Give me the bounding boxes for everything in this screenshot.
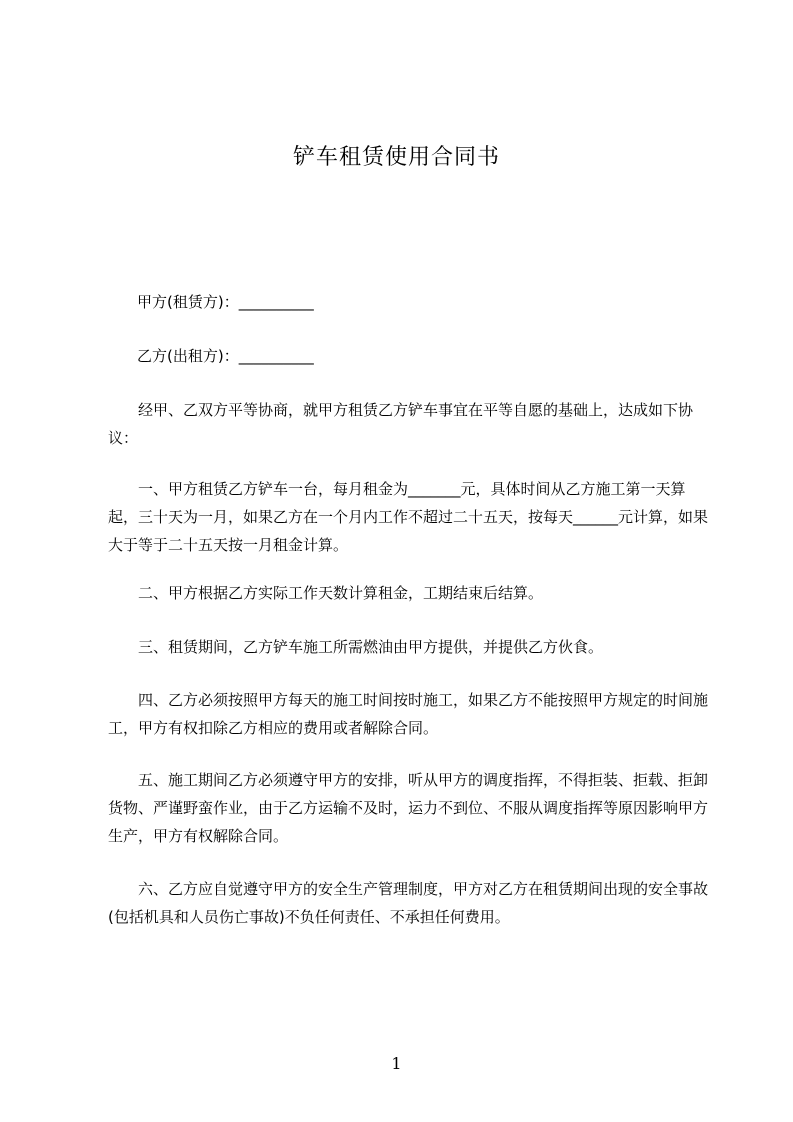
party-b-line: 乙方(出租方)：__________ (137, 347, 314, 365)
page-title: 铲车租赁使用合同书 (292, 145, 500, 170)
clause-3: 三、租赁期间，乙方铲车施工所需燃油由甲方提供，并提供乙方伙食。 (138, 638, 604, 656)
clause-5: 五、施工期间乙方必须遵守甲方的安排，听从甲方的调度指挥，不得拒装、拒载、拒卸货物、严谨野蛮作业，由于乙方运输不及时，运力不到位、不服从调度指挥等原因影响甲方生产，甲方有权解除合同。 (108, 771, 709, 845)
clause-2: 二、甲方根据乙方实际工作天数计算租金，工期结束后结算。 (138, 584, 544, 602)
intro-paragraph: 经甲、乙双方平等协商，就甲方租赁乙方铲车事宜在平等自愿的基础上，达成如下协议： (108, 401, 694, 447)
clause-4: 四、乙方必须按照甲方每天的施工时间按时施工，如果乙方不能按照甲方规定的时间施工，甲方有权扣除乙方相应的费用或者解除合同。 (108, 691, 709, 737)
party-a-line: 甲方(租赁方)：__________ (137, 293, 314, 311)
clause-1: 一、甲方租赁乙方铲车一台，每月租金为_______元，具体时间从乙方施工第一天算起，三十天为一月，如果乙方在一个月内工作不超过二十五天，按每天______元计算，如果大于等于二十五天按一月租金计算。 (108, 480, 709, 554)
clause-6: 六、乙方应自觉遵守甲方的安全生产管理制度，甲方对乙方在租赁期间出现的安全事故(包括机具和人员伤亡事故)不负任何责任、不承担任何费用。 (108, 880, 709, 926)
page-number: 1 (391, 1054, 402, 1073)
